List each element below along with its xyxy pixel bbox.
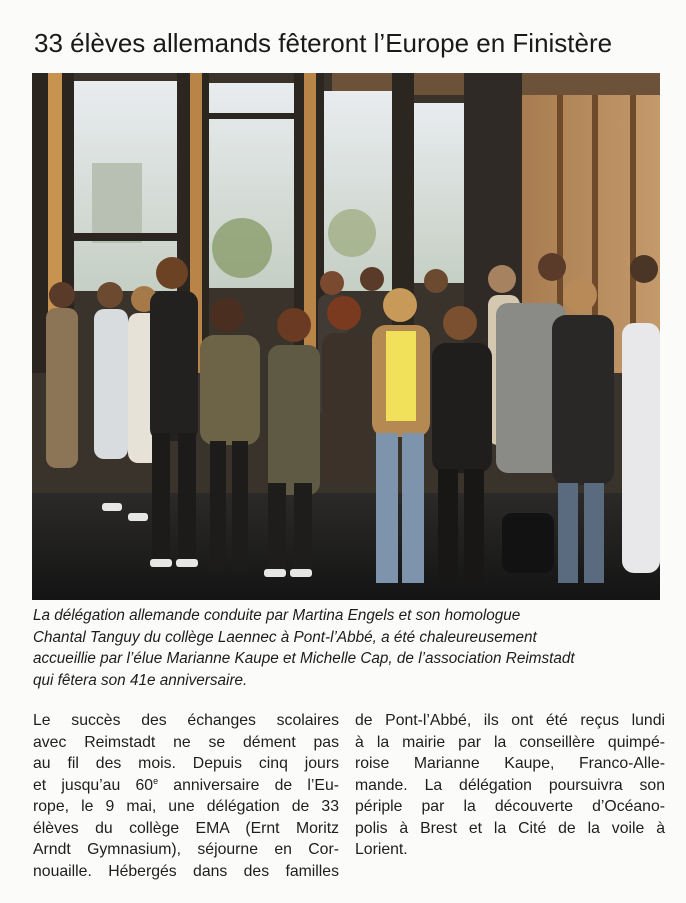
body-line: au fil des mois. Depuis cinq jours [33, 755, 339, 772]
caption-line: accueillie par l’élue Marianne Kaupe et Michelle Cap, de l’association Reimstadt [33, 650, 575, 667]
body-line: mande. La délégation poursuivra son [355, 776, 665, 794]
body-line: périple par la découverte d’Océano- [355, 798, 665, 815]
article-headline: 33 élèves allemands fêteront l’Europe en Finistère [34, 28, 613, 58]
article-photo [32, 73, 660, 600]
body-line: élèves du collège EMA (Ernt Moritz [33, 819, 339, 837]
body-line: roise Marianne Kaupe, Franco-Alle- [355, 755, 665, 772]
caption-line: La délégation allemande conduite par Martina Engels et son homologue [33, 607, 521, 624]
body-line: nouaille. Hébergés dans des familles [33, 862, 339, 880]
caption-line: Chantal Tanguy du collège Laennec à Pont-l’Abbé, a été chaleureusement [33, 628, 537, 646]
body-line: avec Reimstadt ne se dément pas [33, 733, 339, 751]
body-column-right [355, 710, 665, 861]
body-line: Lorient. [355, 841, 408, 858]
group-photo-illustration [32, 73, 660, 600]
body-line: Arndt Gymnasium), séjourne en Cor- [33, 841, 339, 858]
body-line: de Pont-l’Abbé, ils ont été reçus lundi [355, 712, 665, 729]
body-line: à la mairie par la conseillère quimpé- [355, 733, 665, 751]
body-line: Le succès des échanges scolaires [33, 712, 339, 729]
ordinal-superscript: e [153, 775, 159, 786]
body-line: polis à Brest et la Cité de la voile à [355, 819, 665, 837]
body-column-left [33, 710, 339, 882]
body-line-with-ordinal [33, 775, 339, 797]
body-line-part: anniversaire de l’Eu- [158, 776, 339, 794]
body-line: rope, le 9 mai, une délégation de 33 [33, 798, 339, 815]
photo-caption [33, 605, 663, 691]
caption-line: qui fêtera son 41e anniversaire. [33, 671, 248, 689]
body-line-part: et jusqu’au 60 [33, 776, 154, 794]
